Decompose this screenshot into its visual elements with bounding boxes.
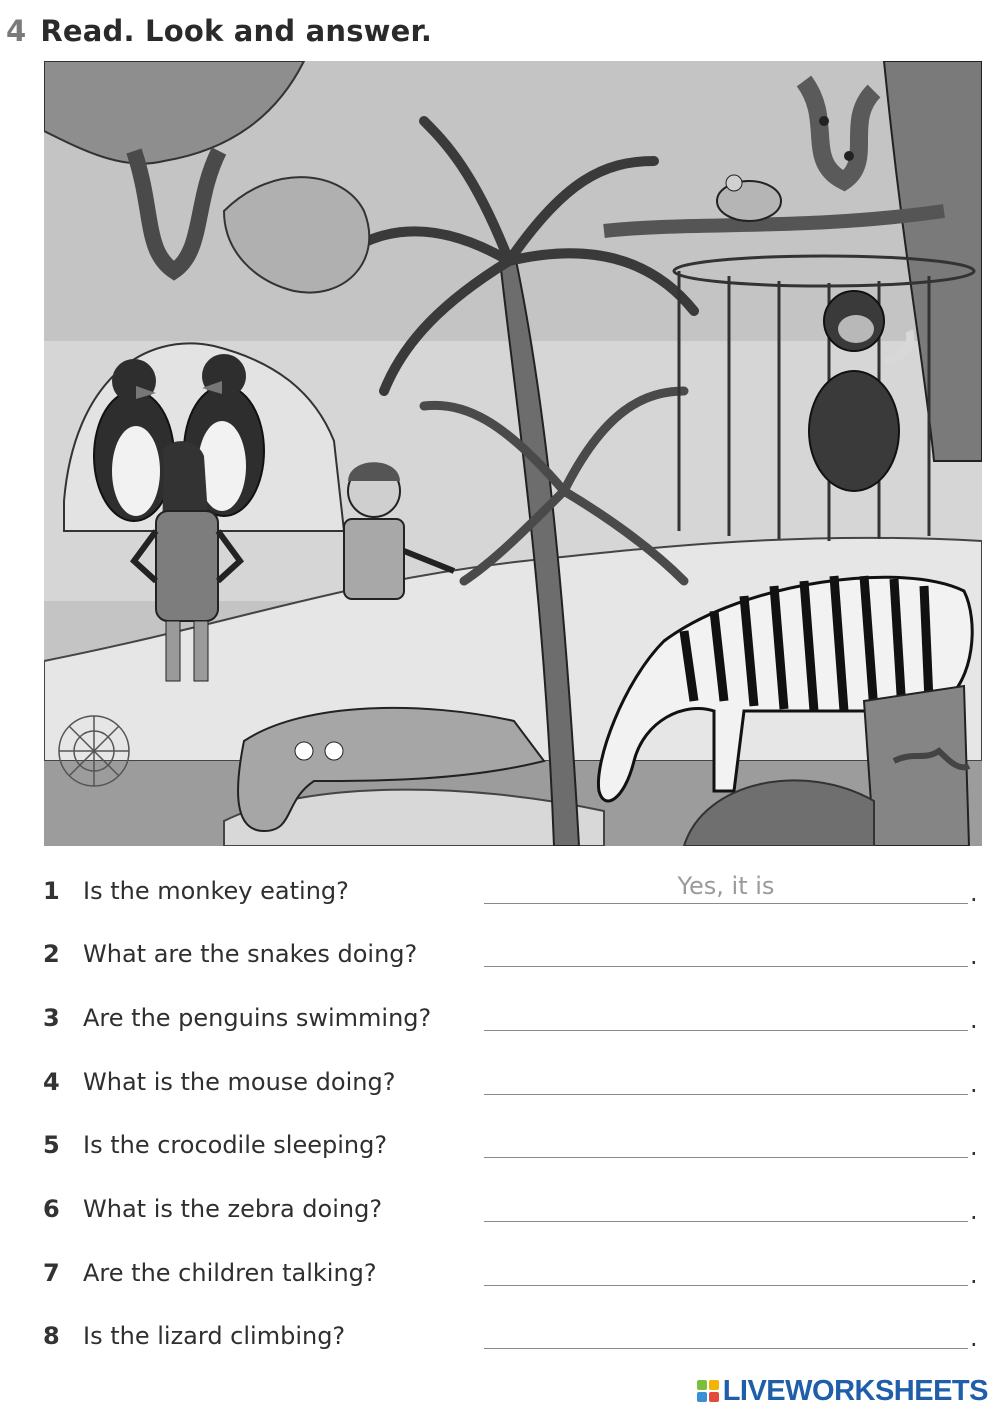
question-number: 8 [43,1322,60,1350]
full-stop: . [970,1070,978,1098]
logo-text: LIVEWORKSHEETS [722,1374,988,1407]
full-stop: . [970,1197,978,1225]
question-text: Is the monkey eating? [83,877,349,905]
zoo-scene-svg [44,61,982,846]
answer-field-1[interactable] [484,869,968,904]
exercise-instruction: Read. Look and answer. [40,14,433,48]
question-text: Is the crocodile sleeping? [83,1131,388,1159]
exercise-heading [6,14,432,48]
question-row-8 [0,1314,1000,1360]
answer-field-5[interactable] [484,1123,968,1158]
question-text: Is the lizard climbing? [83,1322,346,1350]
liveworksheets-logo[interactable] [697,1373,988,1409]
question-text: What are the snakes doing? [83,940,418,968]
answer-field-7[interactable] [484,1251,968,1286]
question-row-1 [0,869,1000,915]
full-stop: . [970,1133,978,1161]
answer-field-3[interactable] [484,996,968,1031]
spider-web [59,716,129,786]
question-number: 6 [43,1195,60,1223]
question-text: What is the zebra doing? [83,1195,383,1223]
full-stop: . [970,879,978,907]
liveworksheets-logo-icon [697,1380,719,1402]
exercise-number: 4 [6,14,27,48]
answer-field-8[interactable] [484,1314,968,1349]
question-number: 2 [43,940,60,968]
question-text: What is the mouse doing? [83,1068,396,1096]
question-row-3 [0,996,1000,1042]
question-row-4 [0,1060,1000,1106]
question-row-6 [0,1187,1000,1233]
full-stop: . [970,1324,978,1352]
question-row-2 [0,932,1000,978]
question-row-5 [0,1123,1000,1169]
question-number: 1 [43,877,60,905]
answer-field-4[interactable] [484,1060,968,1095]
full-stop: . [970,1006,978,1034]
question-number: 3 [43,1004,60,1032]
question-row-7 [0,1251,1000,1297]
answer-field-2[interactable] [484,932,968,967]
question-text: Are the children talking? [83,1259,377,1287]
question-number: 5 [43,1131,60,1159]
full-stop: . [970,942,978,970]
full-stop: . [970,1261,978,1289]
question-number: 4 [43,1068,60,1096]
question-number: 7 [43,1259,60,1287]
zoo-illustration [44,61,982,846]
answer-field-6[interactable] [484,1187,968,1222]
question-text: Are the penguins swimming? [83,1004,432,1032]
